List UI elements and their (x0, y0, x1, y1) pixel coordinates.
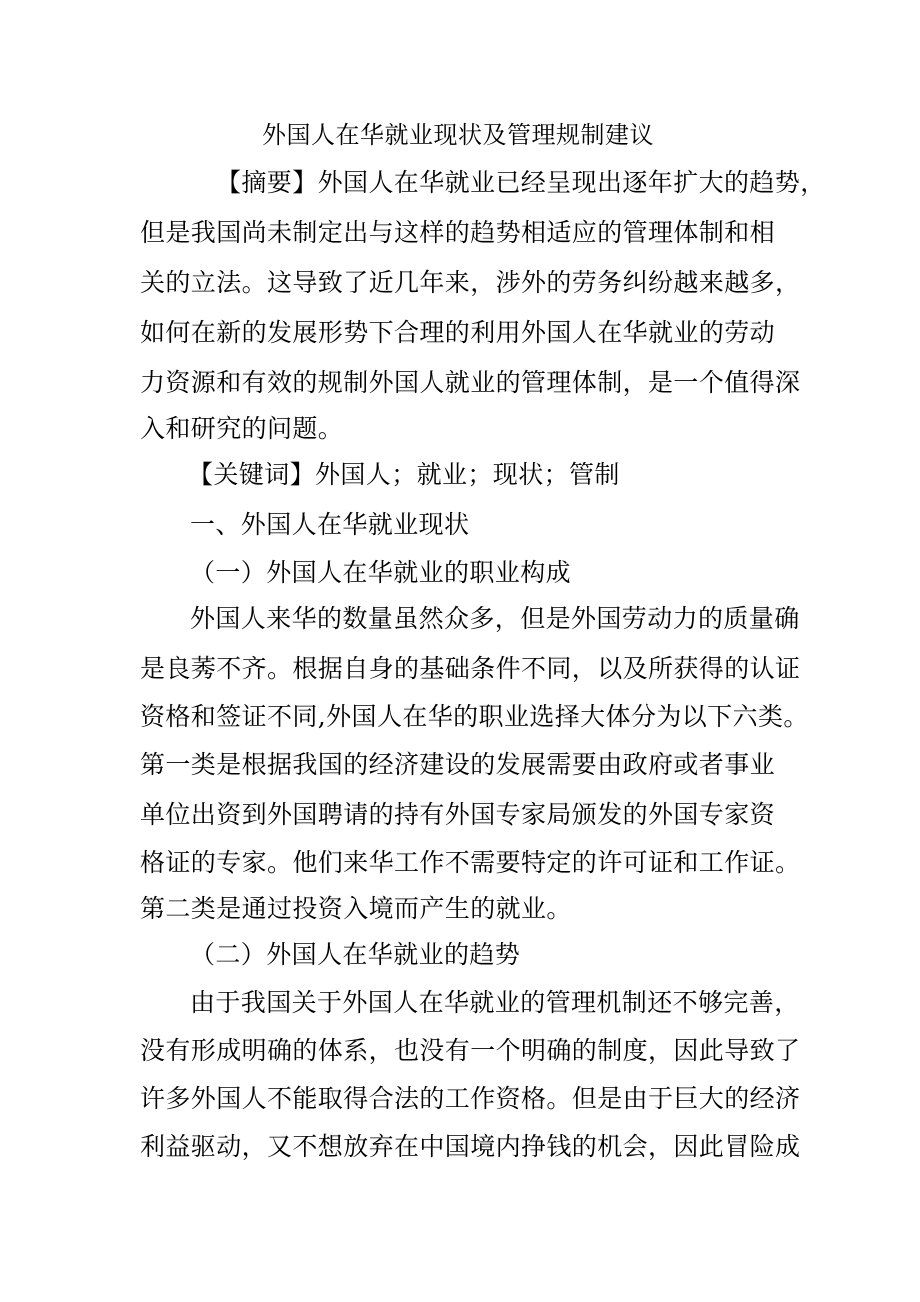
abstract-line-6: 入和研究的问题。 (140, 414, 344, 443)
subsection-heading-1: （一）外国人在华就业的职业构成 (190, 558, 572, 587)
document-title: 外国人在华就业现状及管理规制建议 (262, 121, 654, 149)
subsection2-line-1: 由于我国关于外国人在华就业的管理机制还不够完善， (190, 988, 800, 1017)
section-heading-1: 一、外国人在华就业现状 (190, 510, 470, 539)
subsection2-line-4: 利益驱动，又不想放弃在中国境内挣钱的机会，因此冒险成 (140, 1132, 801, 1161)
subsection1-line-4: 第一类是根据我国的经济建设的发展需要由政府或者事业 (140, 750, 776, 779)
subsection1-line-1: 外国人来华的数量虽然众多，但是外国劳动力的质量确 (190, 604, 800, 633)
subsection1-line-2: 是良莠不齐。根据自身的基础条件不同，以及所获得的认证 (140, 654, 801, 683)
abstract-line-5: 力资源和有效的规制外国人就业的管理体制，是一个值得深 (140, 368, 801, 397)
subsection1-line-3: 资格和签证不同,外国人在华的职业选择大体分为以下六类。 (140, 702, 809, 731)
abstract-line-2: 但是我国尚未制定出与这样的趋势相适应的管理体制和相 (140, 218, 776, 247)
subsection2-line-2: 没有形成明确的体系，也没有一个明确的制度，因此导致了 (140, 1036, 801, 1065)
abstract-line-1: 【摘要】外国人在华就业已经呈现出逐年扩大的趋势， (216, 168, 826, 197)
subsection-heading-2: （二）外国人在华就业的趋势 (190, 940, 521, 969)
abstract-line-3: 关的立法。这导致了近几年来，涉外的劳务纠纷越来越多， (140, 268, 801, 297)
abstract-line-4: 如何在新的发展形势下合理的利用外国人在华就业的劳动 (140, 318, 776, 347)
subsection1-line-7: 第二类是通过投资入境而产生的就业。 (140, 894, 572, 923)
subsection2-line-3: 许多外国人不能取得合法的工作资格。但是由于巨大的经济 (140, 1084, 801, 1113)
subsection1-line-5: 单位出资到外国聘请的持有外国专家局颁发的外国专家资 (140, 800, 776, 829)
keywords-line: 【关键词】外国人；就业；现状；管制 (188, 460, 620, 489)
subsection1-line-6: 格证的专家。他们来华工作不需要特定的许可证和工作证。 (140, 848, 801, 877)
